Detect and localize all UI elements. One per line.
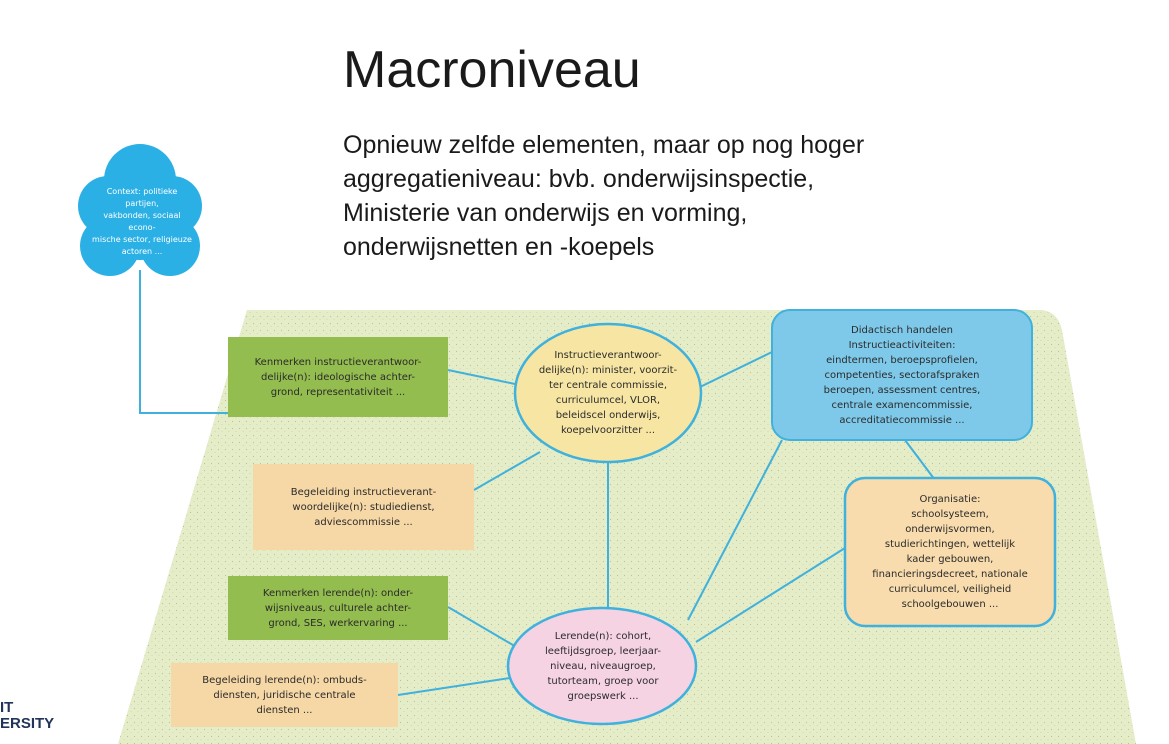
didactisch-line: centrale examencommissie,	[831, 399, 973, 411]
box-line: grond, representativiteit ...	[270, 386, 406, 398]
subtitle-line: Ministerie van onderwijs en vorming,	[343, 199, 748, 227]
ellipse-lerende-text	[525, 623, 681, 709]
box-line: Begeleiding instructieverant-	[290, 486, 437, 498]
box-line: adviescommissie ...	[314, 516, 413, 528]
ellipse-line: groepswerk ...	[567, 690, 639, 702]
didactisch-line: Instructieactiviteiten:	[848, 339, 956, 351]
box-line: Begeleiding lerende(n): ombuds-	[202, 674, 367, 686]
logo-line: IT	[0, 699, 14, 716]
logo-line: ERSITY	[0, 715, 55, 732]
university-logo	[0, 700, 54, 732]
didactisch-line: eindtermen, beroepsprofielen,	[826, 354, 978, 366]
box-line: wijsniveaus, culturele achter-	[264, 602, 412, 614]
ellipse-instructieverantwoordelijke-text	[530, 340, 686, 446]
ellipse-line: beleidscel onderwijs,	[555, 410, 661, 421]
box-line: diensten ...	[256, 704, 313, 716]
ellipse-line: curriculumcel, VLOR,	[555, 395, 661, 406]
organisatie-line: Organisatie:	[919, 494, 981, 505]
box-line: woordelijke(n): studiedienst,	[292, 501, 435, 513]
slide-title: Macroniveau	[343, 41, 641, 99]
organisatie-line: kader gebouwen,	[906, 554, 994, 565]
ellipse-line: delijke(n): minister, voorzit-	[538, 365, 678, 376]
didactisch-line: competenties, sectorafspraken	[824, 369, 980, 381]
organisatie-text	[845, 480, 1055, 624]
organisatie-line: onderwijsvormen,	[905, 524, 995, 535]
box-line: Kenmerken lerende(n): onder-	[262, 587, 414, 599]
ellipse-line: leeftijdsgroep, leerjaar-	[545, 645, 661, 657]
ellipse-line: niveau, niveaugroep,	[550, 660, 656, 672]
box-line: Kenmerken instructieverantwoor-	[254, 356, 422, 368]
box-begeleiding-lerende	[171, 663, 398, 727]
organisatie-line: schoolgebouwen ...	[901, 599, 999, 610]
cloud-line: vakbonden, sociaal econo-	[103, 211, 181, 232]
cloud-context-text	[92, 186, 192, 258]
box-line: diensten, juridische centrale	[213, 689, 356, 701]
subtitle-line: aggregatieniveau: bvb. onderwijsinspectie,	[343, 165, 815, 193]
subtitle-line: onderwijsnetten en -koepels	[343, 233, 655, 261]
box-line: delijke(n): ideologische achter-	[260, 371, 416, 383]
subtitle-line: Opnieuw zelfde elementen, maar op nog hoger	[343, 131, 865, 159]
ellipse-line: koepelvoorzitter ...	[560, 425, 656, 436]
box-kenmerken-lerende	[228, 576, 448, 640]
ellipse-line: ter centrale commissie,	[548, 380, 667, 391]
cloud-line: Context: politieke partijen,	[106, 187, 178, 208]
cloud-line: mische sector, religieuze	[92, 235, 192, 244]
box-kenmerken-instructieverantwoordelijke	[228, 337, 448, 417]
didactisch-line: accreditatiecommissie ...	[839, 414, 965, 426]
box-line: grond, SES, werkervaring ...	[268, 617, 408, 629]
organisatie-line: curriculumcel, veiligheid	[888, 584, 1012, 595]
ellipse-line: tutorteam, groep voor	[547, 675, 659, 687]
organisatie-line: schoolsysteem,	[911, 509, 989, 520]
organisatie-line: studierichtingen, wettelijk	[884, 539, 1016, 550]
box-begeleiding-instructieverantwoordelijke	[253, 464, 474, 550]
ellipse-line: Lerende(n): cohort,	[554, 630, 652, 642]
didactisch-line: Didactisch handelen	[851, 324, 953, 336]
organisatie-line: financieringsdecreet, nationale	[872, 569, 1028, 580]
cloud-line: actoren ...	[121, 247, 163, 256]
didactisch-handelen-text	[772, 312, 1032, 438]
ellipse-line: Instructieverantwoor-	[554, 350, 662, 361]
didactisch-line: beroepen, assessment centres,	[823, 384, 981, 396]
